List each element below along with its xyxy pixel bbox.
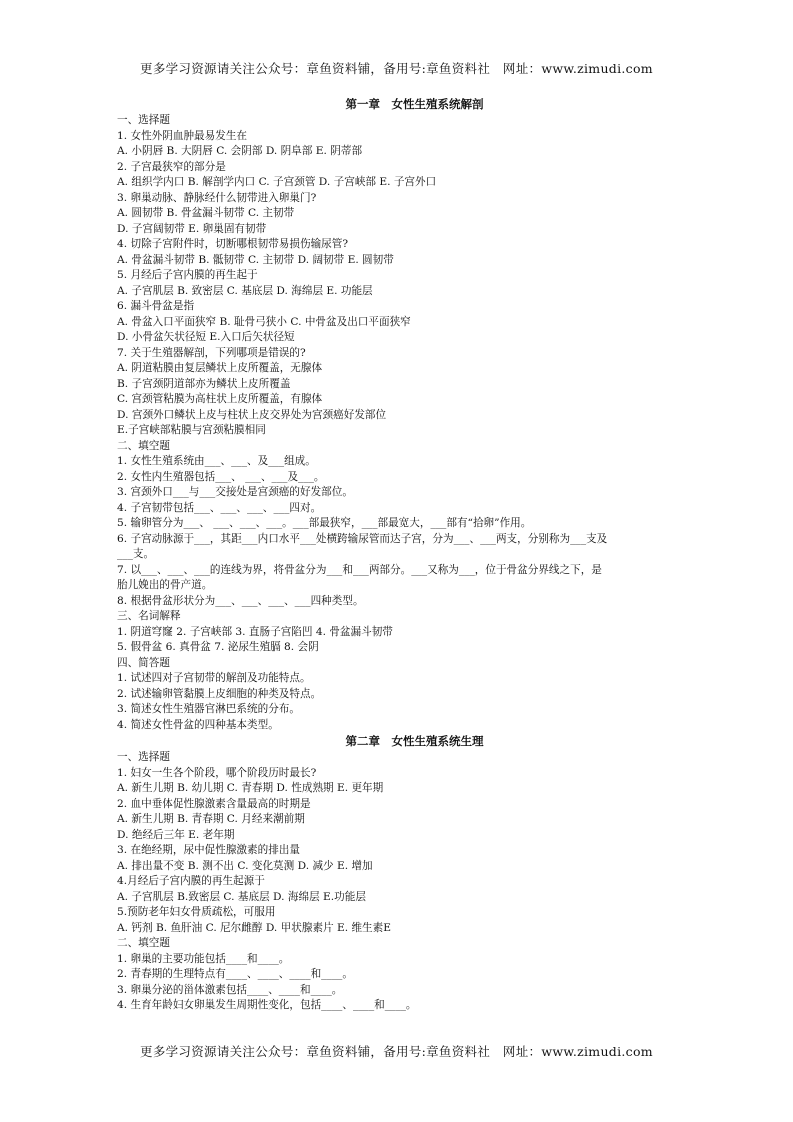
text-line: 5. 月经后子宫内膜的再生起于 (117, 269, 258, 281)
text-line: 四、简答题 (117, 656, 170, 669)
text-line: E.子宫峡部粘膜与宫颈粘膜相同 (117, 424, 266, 436)
text-line: 7. 以___、___、___的连线为界，将骨盆分为___和___两部分。___又称为___，位于骨盆分界线之下，是 (117, 563, 602, 576)
text-line: 2. 子宫最狭窄的部分是 (117, 160, 226, 173)
text-line: 2. 女性内生殖器包括___、 ___、___及___。 (117, 470, 325, 483)
text-line: D. 宫颈外口鳞状上皮与柱状上皮交界处为宫颈癌好发部位 (117, 408, 387, 421)
text-line: 5.预防老年妇女骨质疏松，可服用 (117, 906, 276, 918)
chapter-1-title: 第一章 女性生殖系统解剖 (345, 97, 484, 111)
text-line: 1. 女性外阴血肿最易发生在 (117, 129, 248, 142)
text-line: C. 宫颈管粘膜为高柱状上皮所覆盖，有腺体 (117, 393, 323, 405)
text-line: 胎儿娩出的骨产道。 (117, 579, 213, 591)
text-line: 3. 简述女性生殖器官淋巴系统的分布。 (117, 703, 300, 715)
text-line: 2. 青春期的生理特点有____、____、____和____。 (117, 968, 353, 980)
document-body (117, 96, 692, 1014)
page-footer: 更多学习资源请关注公众号：章鱼资料铺，备用号:章鱼资料社 网址：www.zimudi.com (140, 1044, 653, 1059)
text-line: A. 组织学内口 B. 解剖学内口 C. 子宫颈管 D. 子宫峡部 E. 子宫外口 (117, 176, 437, 188)
chapter-2-title: 第二章 女性生殖系统生理 (345, 734, 484, 748)
text-line: 2. 血中垂体促性腺激素含量最高的时期是 (117, 797, 311, 810)
text-line: D. 绝经后三年 E. 老年期 (117, 828, 235, 841)
text-line: 一、选择题 (117, 114, 170, 126)
text-line: 5. 输卵管分为___、 ___、___、___。___部最狭窄，___部最宽大，___部有“拾卵”作用。 (117, 517, 532, 529)
text-line: 6. 子宫动脉源于___，其距___内口水平___处横跨输尿管而达子宫，分为___、___两支，分别称为___支及 (117, 532, 608, 545)
text-line: 3. 在绝经期，尿中促性腺激素的排出量 (117, 844, 300, 856)
text-line: A. 新生儿期 B. 青春期 C. 月经来潮前期 (117, 813, 305, 825)
text-line: A. 骨盆入口平面狭窄 B. 耻骨弓狭小 C. 中骨盆及出口平面狭窄 (117, 315, 411, 328)
text-line: A. 骨盆漏斗韧带 B. 骶韧带 C. 主韧带 D. 阔韧带 E. 圆韧带 (117, 253, 394, 266)
text-line: 4. 切除子宫附件时，切断哪根韧带易损伤输尿管? (117, 238, 349, 250)
text-line: A. 排出量不变 B. 测不出 C. 变化莫测 D. 减少 E. 增加 (117, 859, 373, 872)
text-line: 一、选择题 (117, 751, 170, 763)
text-line: A. 阴道粘膜由复层鳞状上皮所覆盖，无腺体 (117, 362, 323, 374)
text-line: A. 子宫肌层 B. 致密层 C. 基底层 D. 海绵层 E. 功能层 (117, 284, 373, 297)
text-line: 1. 女性生殖系统由___、___、及___组成。 (117, 455, 316, 467)
text-line: D. 子宫阔韧带 E. 卵巢固有韧带 (117, 222, 267, 235)
chapter-2-content (117, 750, 692, 1014)
text-line: 1. 阴道穹窿 2. 子宫峡部 3. 直肠子宫陷凹 4. 骨盆漏斗韧带 (117, 625, 393, 638)
text-line: 4.月经后子宫内膜的再生起源于 (117, 875, 265, 887)
text-line: A. 小阴唇 B. 大阴唇 C. 会阴部 D. 阴阜部 E. 阴蒂部 (117, 145, 363, 157)
text-line: 三、名词解释 (117, 610, 181, 622)
text-line: D. 小骨盆矢状径短 E.入口后矢状径短 (117, 331, 295, 343)
text-line: 二、填空题 (117, 937, 170, 949)
text-line: 5. 假骨盆 6. 真骨盆 7. 泌尿生殖膈 8. 会阴 (117, 641, 319, 653)
text-line: 4. 简述女性骨盆的四种基本类型。 (117, 718, 279, 731)
text-line: 3. 宫颈外口___与___交接处是宫颈癌的好发部位。 (117, 486, 353, 498)
text-line: 7. 关于生殖器解剖，下列哪项是错误的? (117, 346, 306, 359)
text-line: 4. 子宫韧带包括___、___、___、___四对。 (117, 501, 322, 514)
text-line: A. 子宫肌层 B.致密层 C. 基底层 D. 海绵层 E.功能层 (117, 890, 366, 903)
text-line: 8. 根据骨盆形状分为___、___、___、___四种类型。 (117, 594, 364, 607)
text-line: A. 钙剂 B. 鱼肝油 C. 尼尔雌醇 D. 甲状腺素片 E. 维生素E (117, 921, 391, 934)
text-line: 3. 卵巢分泌的甾体激素包括____、____和____。 (117, 983, 343, 996)
text-line: 4. 生育年龄妇女卵巢发生周期性变化，包括____、____和____。 (117, 999, 417, 1011)
text-line: A. 圆韧带 B. 骨盆漏斗韧带 C. 主韧带 (117, 207, 295, 219)
chapter-1-content (117, 113, 692, 733)
text-line: 3. 卵巢动脉、静脉经什么韧带进入卵巢门? (117, 191, 317, 204)
text-line: 1. 卵巢的主要功能包括____和____。 (117, 952, 290, 965)
text-line: 二、填空题 (117, 439, 170, 452)
text-line: A. 新生儿期 B. 幼儿期 C. 青春期 D. 性成熟期 E. 更年期 (117, 782, 384, 794)
text-line: 1. 试述四对子宫韧带的解剖及功能特点。 (117, 672, 311, 684)
text-line: 1. 妇女一生各个阶段，哪个阶段历时最长? (117, 766, 317, 779)
text-line: 2. 试述输卵管黏膜上皮细胞的种类及特点。 (117, 687, 322, 700)
text-line: B. 子宫颈阴道部亦为鳞状上皮所覆盖 (117, 377, 291, 390)
text-line: ___支。 (117, 548, 155, 560)
text-line: 6. 漏斗骨盆是指 (117, 300, 195, 312)
page-header: 更多学习资源请关注公众号：章鱼资料铺，备用号:章鱼资料社 网址：www.zimudi.com (140, 61, 653, 76)
